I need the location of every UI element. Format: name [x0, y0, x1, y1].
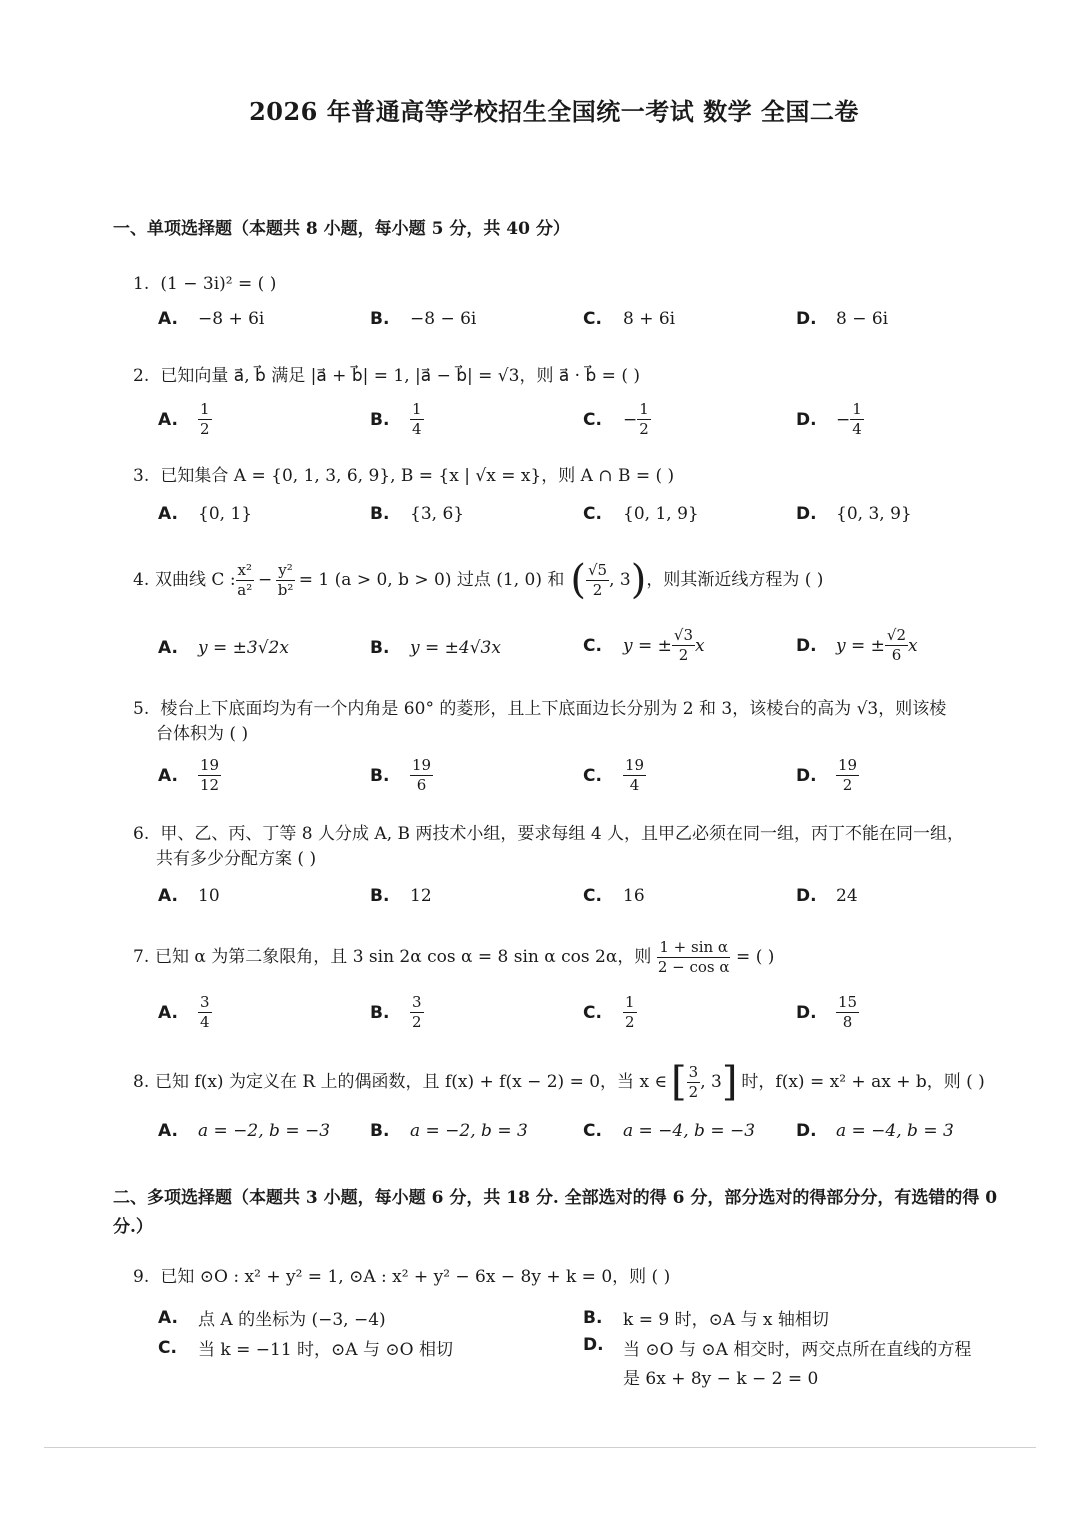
- option-b[interactable]: B. a = −2, b = 3: [370, 1121, 528, 1141]
- option-b[interactable]: B. $\frac{19}{6}$: [370, 756, 432, 794]
- option-b[interactable]: B. 12: [370, 886, 432, 906]
- question-stem: 已知 ⊙O : x² + y² = 1, ⊙A : x² + y² − 6x − 8y + k = 0，则 ( ): [160, 1267, 671, 1287]
- fraction: $\frac{1}{4}$: [852, 400, 862, 438]
- section-heading-single-choice: 一、单项选择题（本题共 8 小题，每小题 5 分，共 40 分）: [113, 219, 570, 239]
- page-divider: [44, 1447, 1036, 1448]
- question-stem-line1: 甲、乙、丙、丁等 8 人分成 A, B 两技术小组，要求每组 4 人，且甲乙必须在同一组，丙丁不能在同一组，: [160, 824, 965, 844]
- question-9: [133, 1265, 1003, 1290]
- section-heading-multiple-choice: 二、多项选择题（本题共 3 小题，每小题 6 分，共 18 分. 全部选对的得 6 分，部分选对的得部分分，有选错的得 0 分.）: [113, 1188, 998, 1237]
- point-fraction: $\frac{√5}{2}$: [588, 560, 608, 599]
- question-number: 9.: [133, 1267, 150, 1287]
- question-stem-line2: 台体积为 ( ): [156, 724, 249, 744]
- fraction: $\frac{1}{2}$: [200, 400, 210, 438]
- option-d[interactable]: D. 8 − 6i: [796, 309, 889, 329]
- question-number: 1.: [133, 274, 150, 294]
- question-stem: 已知向量 a⃗, b⃗ 满足 |a⃗ + b⃗| = 1, |a⃗ − b⃗| = √3，则 a⃗ · b⃗ = ( ): [160, 366, 640, 386]
- option-a[interactable]: A. a = −2, b = −3: [158, 1121, 331, 1141]
- question-number: 7.: [133, 947, 150, 967]
- option-a[interactable]: A. $\frac{19}{12}$: [158, 756, 220, 794]
- option-c[interactable]: C. y = ± $\frac{√3}{2}$ x: [583, 626, 705, 664]
- question-1: [133, 272, 1003, 297]
- option-a[interactable]: A. y = ±3√2x: [158, 638, 289, 658]
- option-a[interactable]: A. 点 A 的坐标为 (−3, −4): [158, 1307, 386, 1330]
- option-d[interactable]: D. {0, 3, 9}: [796, 504, 912, 524]
- option-b[interactable]: B. $\frac{1}{4}$: [370, 400, 422, 438]
- fraction-y2-b2: $\frac{\text{y²}}{\text{b²}}$: [277, 560, 294, 599]
- question-stem-line1: 棱台上下底面均为有一个内角是 60° 的菱形，且上下底面边长分别为 2 和 3，该棱台的高为 √3，则该棱: [160, 699, 947, 719]
- question-8: 8. 已知 f(x) 为定义在 R 上的偶函数，且 f(x) + f(x − 2) = 0，当 x ∈ [ $\frac{3}{2}$ , 3 ] 时，f(x) = x² + ax + b，则 ( ): [133, 1059, 985, 1105]
- question-stem: 已知集合 A = {0, 1, 3, 6, 9}, B = {x | √x = x}，则 A ∩ B = ( ): [160, 466, 675, 486]
- page-title: 2026 年普通高等学校招生全国统一考试 数学 全国二卷: [249, 97, 859, 126]
- question-stem: (1 − 3i)² = ( ): [160, 274, 277, 294]
- option-b[interactable]: B. $\frac{3}{2}$: [370, 993, 422, 1031]
- question-stem-line2: 共有多少分配方案 ( ): [156, 849, 317, 869]
- option-b[interactable]: B. y = ±4√3x: [370, 638, 501, 658]
- option-a[interactable]: A. $\frac{3}{4}$: [158, 993, 210, 1031]
- question-7: 7. 已知 α 为第二象限角，且 3 sin 2α cos α = 8 sin α cos 2α，则 $\frac{\text{1 + sin α}}{\text{2 − cos α}}$ = ( ): [133, 938, 775, 976]
- option-c[interactable]: C. 16: [583, 886, 645, 906]
- question-number: 2.: [133, 366, 150, 386]
- question-4: 4. 双曲线 C : $\frac{\text{x²}}{\text{a²}}$ − $\frac{\text{y²}}{\text{b²}}$ = 1 (a > 0, b > 0) 过点 (1, 0) 和 ( $\frac{√5}{2}$ , 3 ) ，则其渐近线方程为 ( ): [133, 557, 824, 603]
- option-d[interactable]: D. 当 ⊙O 与 ⊙A 相交时，两交点所在直线的方程 是 6x + 8y − k − 2 = 0: [583, 1335, 972, 1389]
- option-c[interactable]: C. 8 + 6i: [583, 309, 676, 329]
- option-a[interactable]: A. $\frac{1}{2}$: [158, 400, 210, 438]
- option-d[interactable]: D. y = ± $\frac{√2}{6}$ x: [796, 626, 918, 664]
- option-c[interactable]: C. − $\frac{1}{2}$: [583, 400, 649, 438]
- fraction-expression: $\frac{\text{1 + sin α}}{\text{2 − cos α}}$: [657, 938, 730, 976]
- question-6: [133, 822, 1003, 872]
- question-number: 8.: [133, 1071, 150, 1092]
- question-3: [133, 464, 1003, 489]
- question-5: [133, 697, 1003, 747]
- question-number: 5.: [133, 699, 150, 719]
- option-c[interactable]: C. {0, 1, 9}: [583, 504, 699, 524]
- question-number: 4.: [133, 569, 150, 590]
- option-c[interactable]: C. $\frac{19}{4}$: [583, 756, 645, 794]
- option-b[interactable]: B. k = 9 时，⊙A 与 x 轴相切: [583, 1307, 829, 1330]
- option-b[interactable]: B. −8 − 6i: [370, 309, 477, 329]
- option-a[interactable]: A. {0, 1}: [158, 504, 253, 524]
- fraction: $\frac{1}{4}$: [412, 400, 422, 438]
- question-2: [133, 364, 1003, 389]
- question-number: 6.: [133, 824, 150, 844]
- option-d[interactable]: D. $\frac{15}{8}$: [796, 993, 858, 1031]
- option-c[interactable]: C. $\frac{1}{2}$: [583, 993, 635, 1031]
- option-c[interactable]: C. a = −4, b = −3: [583, 1121, 756, 1141]
- option-a[interactable]: A. 10: [158, 886, 220, 906]
- option-d[interactable]: D. $\frac{19}{2}$: [796, 756, 858, 794]
- interval-fraction: $\frac{3}{2}$: [688, 1062, 699, 1101]
- option-a[interactable]: A. −8 + 6i: [158, 309, 265, 329]
- question-number: 3.: [133, 466, 150, 486]
- fraction-x2-a2: $\frac{\text{x²}}{\text{a²}}$: [237, 560, 253, 599]
- option-c[interactable]: C. 当 k = −11 时，⊙A 与 ⊙O 相切: [158, 1337, 453, 1360]
- option-d[interactable]: D. 24: [796, 886, 858, 906]
- option-d[interactable]: D. − $\frac{1}{4}$: [796, 400, 862, 438]
- option-b[interactable]: B. {3, 6}: [370, 504, 465, 524]
- option-d[interactable]: D. a = −4, b = 3: [796, 1121, 954, 1141]
- fraction: $\frac{1}{2}$: [639, 400, 649, 438]
